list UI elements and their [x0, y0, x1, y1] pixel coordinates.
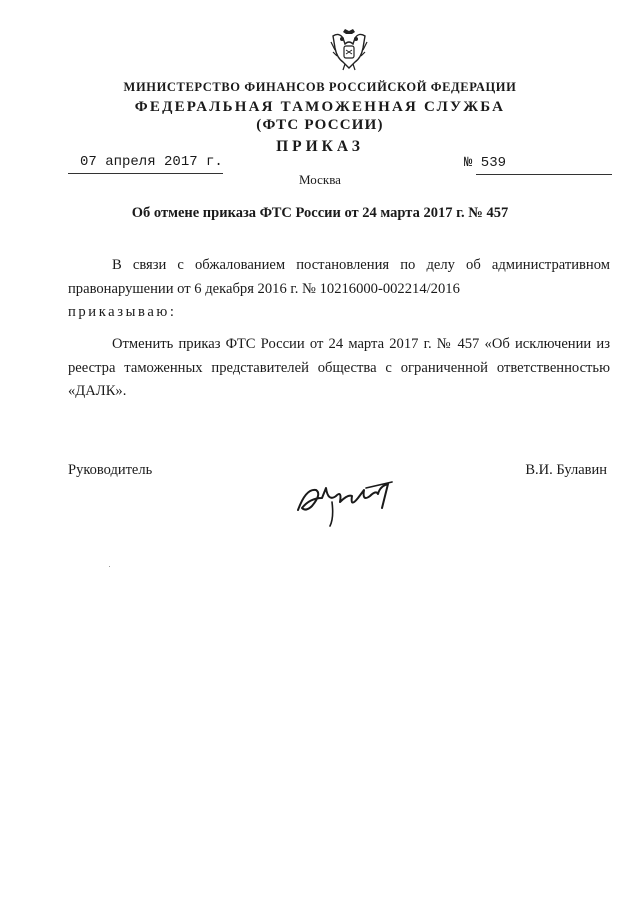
service-abbreviation: (ФТС РОССИИ) [256, 117, 384, 133]
ministry-name: МИНИСТЕРСТВО ФИНАНСОВ РОССИЙСКОЙ ФЕДЕРАЦИИ [123, 80, 517, 94]
document-type: ПРИКАЗ [276, 138, 364, 155]
city: Москва [299, 172, 341, 187]
handwritten-signature-icon [292, 468, 402, 528]
body-paragraph-1 [68, 254, 610, 325]
order-date: 07 апреля 2017 г. [80, 154, 223, 170]
body-paragraph-2: Отменить приказ ФТС России от 24 марта 2017 г. № 457 «Об исключении из реестра таможенных представителей общества с ограниченной ответственностью «ДАЛК». [68, 336, 610, 399]
signer-role: Руководитель [68, 462, 153, 478]
service-name: ФЕДЕРАЛЬНАЯ ТАМОЖЕННАЯ СЛУЖБА [134, 99, 506, 115]
paragraph-1-text: В связи с обжалованием постановления по делу об административном правонарушении от 6 декабря 2016 г. № 10216000-002214/2016 [68, 257, 610, 297]
scan-speck [109, 566, 110, 567]
order-heading: Об отмене приказа ФТС России от 24 марта 2017 г. № 457 [131, 205, 509, 221]
russian-coat-of-arms-icon [327, 28, 371, 72]
order-number: № 539 [464, 155, 507, 171]
order-word: приказываю: [68, 304, 177, 320]
signer-name: В.И. Булавин [525, 462, 607, 478]
